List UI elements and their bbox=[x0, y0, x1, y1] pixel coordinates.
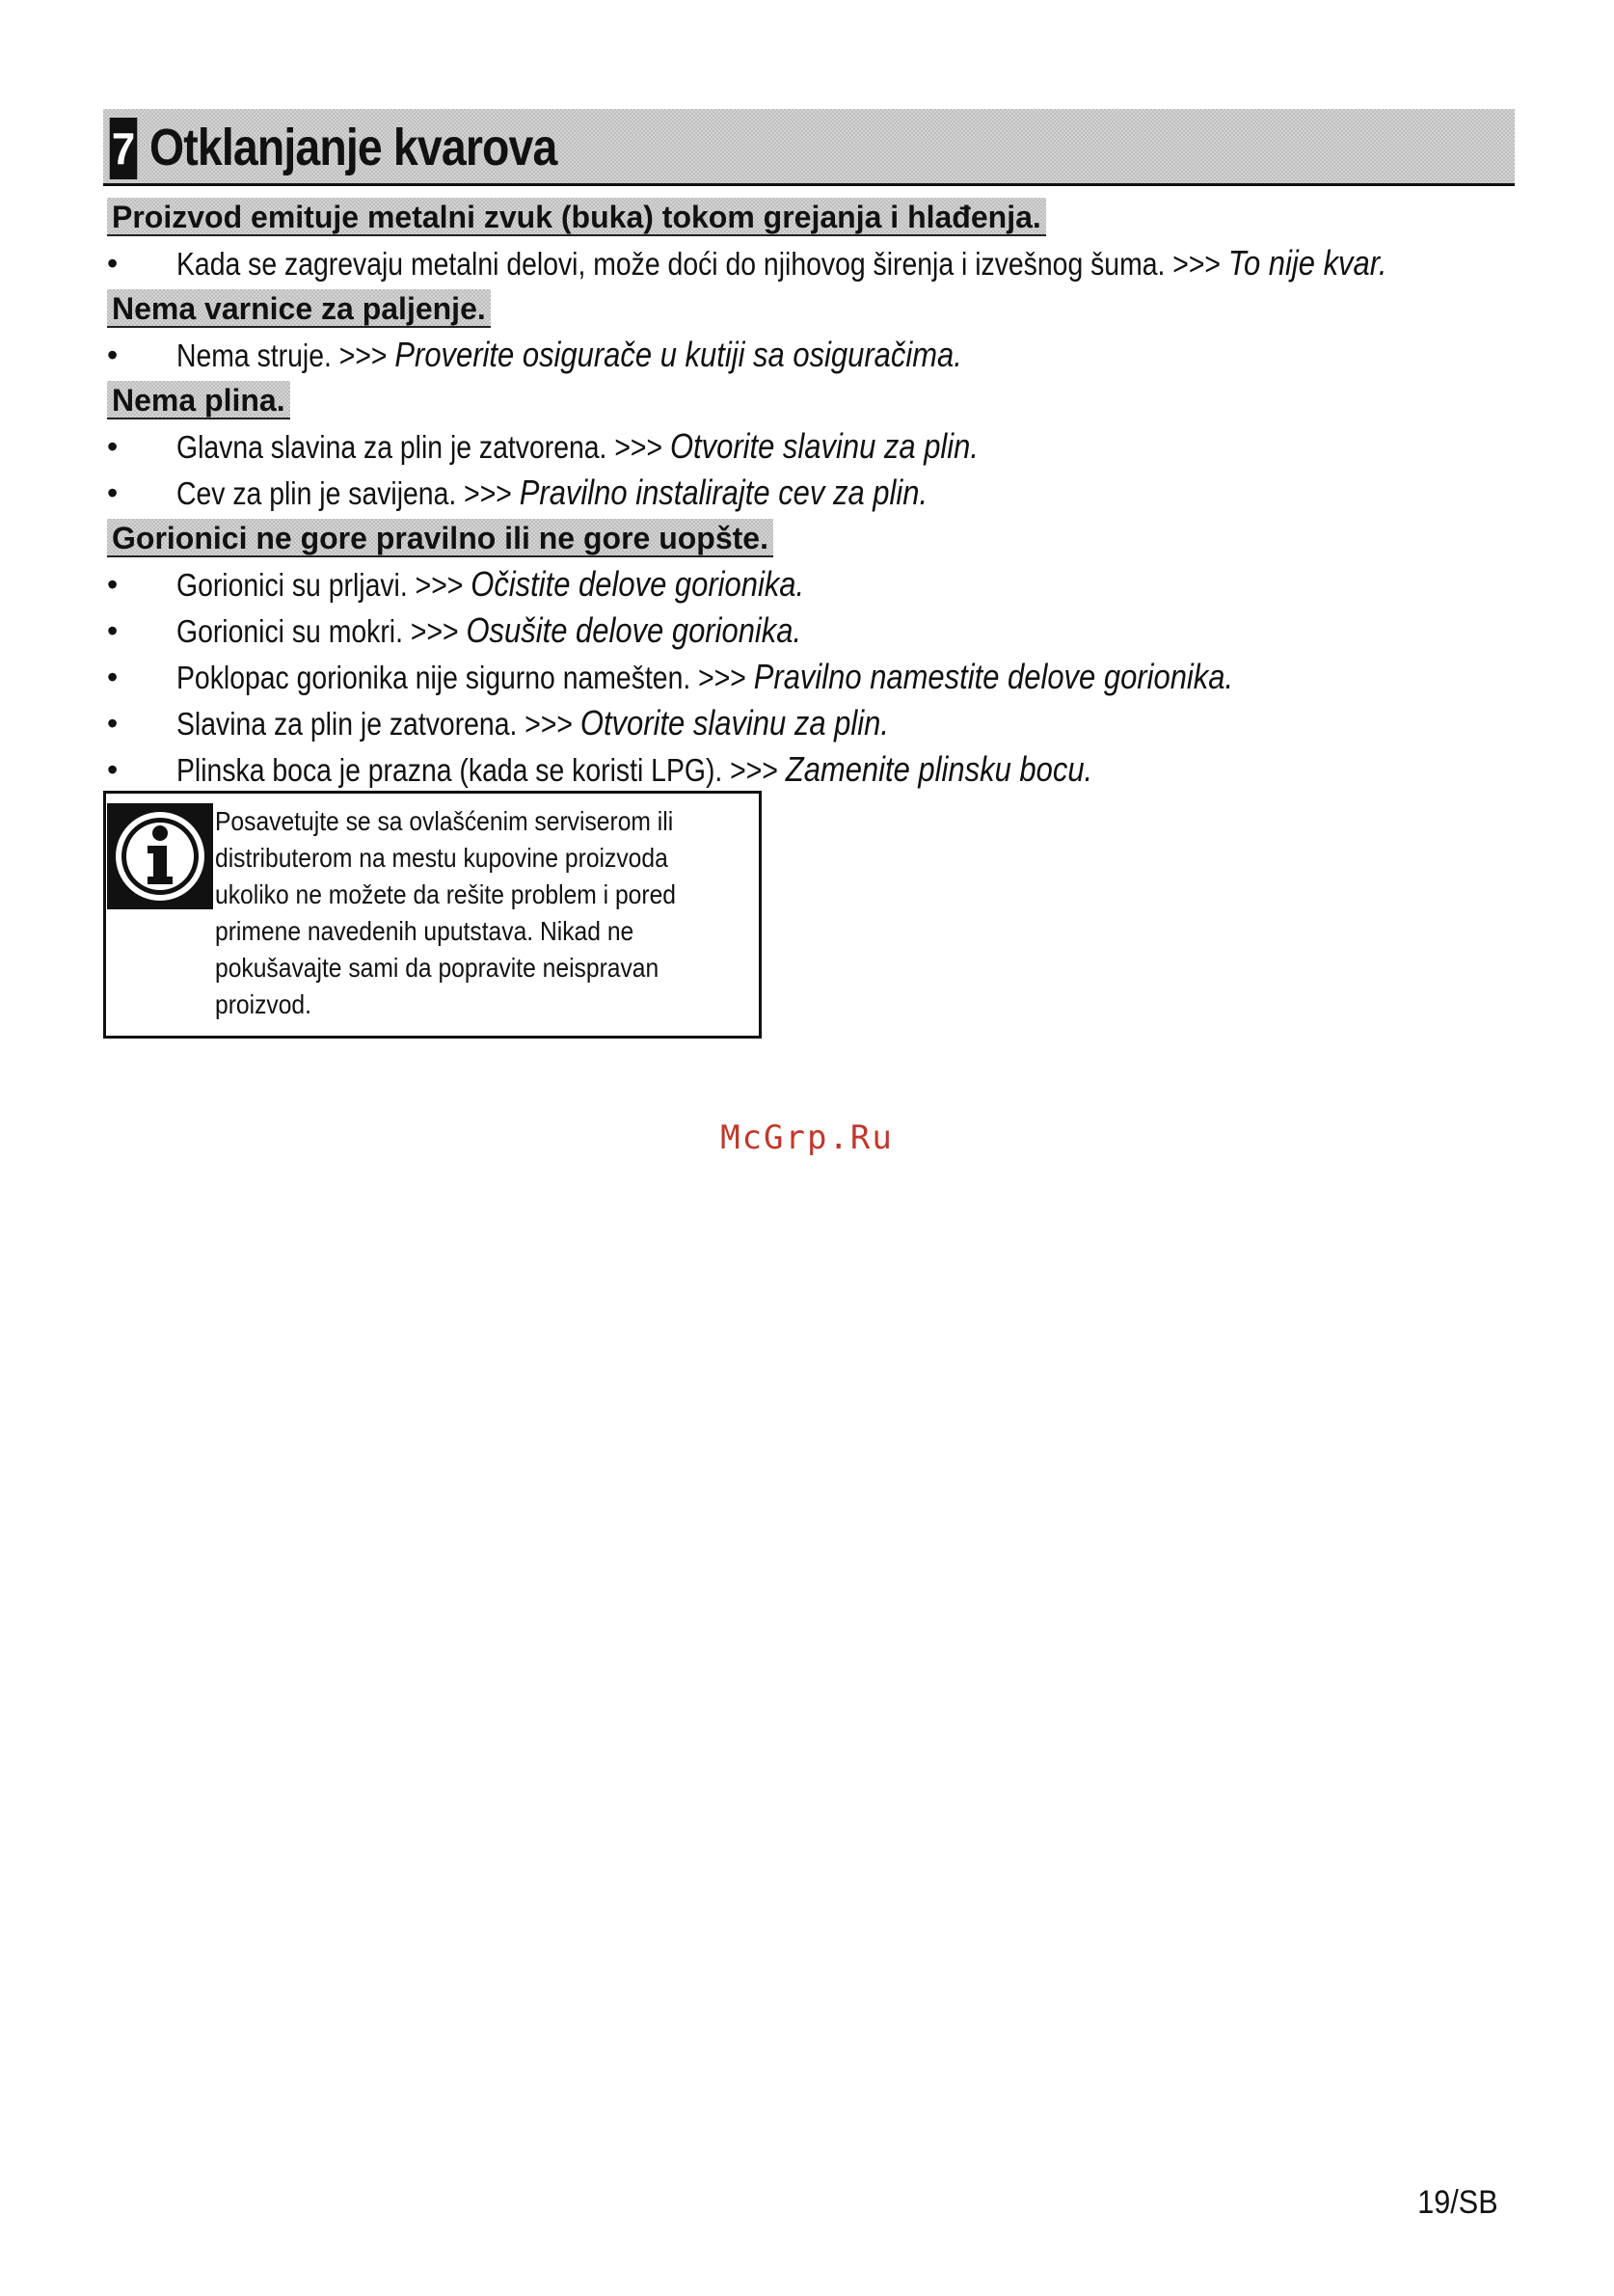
watermark: McGrp.Ru bbox=[720, 1119, 894, 1157]
remedy-text: Otvorite slavinu za plin. bbox=[669, 426, 980, 466]
bullet: • bbox=[107, 660, 119, 694]
cause-text: Nema struje. >>> bbox=[176, 338, 388, 373]
section-heading-burners: Gorionici ne gore pravilno ili ne gore uopšte. bbox=[107, 519, 773, 557]
cause-text: Glavna slavina za plin je zatvorena. >>> bbox=[176, 429, 663, 465]
remedy-text: Pravilno namestite delove gorionika. bbox=[753, 657, 1234, 696]
cause-text: Plinska boca je prazna (kada se koristi LPG). >>> bbox=[176, 752, 778, 788]
remedy-text: Proverite osigurače u kutiji sa osiguračima. bbox=[394, 335, 962, 374]
section-heading-noise: Proizvod emituje metalni zvuk (buka) tokom grejanja i hlađenja. bbox=[107, 198, 1046, 236]
cause-text: Poklopac gorionika nije sigurno namešten. >>> bbox=[176, 660, 746, 695]
info-line: Posavetujte se sa ovlašćenim serviserom ili bbox=[215, 806, 674, 836]
bullet: • bbox=[107, 475, 119, 510]
chapter-number: 7 bbox=[110, 118, 138, 179]
info-note-text bbox=[215, 803, 690, 1023]
bullet: • bbox=[107, 429, 119, 464]
chapter-title: Otklanjanje kvarova bbox=[149, 119, 557, 176]
bullet: • bbox=[107, 752, 119, 787]
bullet: • bbox=[107, 338, 119, 372]
info-line: proizvod. bbox=[215, 989, 311, 1019]
info-line: distributerom na mestu kupovine proizvoda bbox=[215, 843, 668, 873]
info-line: pokušavajte sami da popravite neispravan bbox=[215, 953, 659, 983]
remedy-text: Osušite delove gorionika. bbox=[466, 610, 802, 650]
info-line: primene navedenih uputstava. Nikad ne bbox=[215, 916, 634, 946]
remedy-text: Pravilno instalirajte cev za plin. bbox=[519, 473, 928, 512]
bullet: • bbox=[107, 567, 119, 602]
cause-text: Kada se zagrevaju metalni delovi, može doći do njihovog širenja i izvešnog šuma. >>> bbox=[176, 246, 1222, 282]
remedy-text: Otvorite slavinu za plin. bbox=[579, 703, 889, 743]
cause-text: Cev za plin je savijena. >>> bbox=[176, 475, 512, 511]
info-icon bbox=[107, 803, 213, 909]
cause-text: Gorionici su prljavi. >>> bbox=[176, 567, 464, 603]
bullet: • bbox=[107, 613, 119, 648]
remedy-text: To nije kvar. bbox=[1227, 243, 1387, 283]
bullet: • bbox=[107, 706, 119, 741]
remedy-text: Očistite delove gorionika. bbox=[471, 564, 805, 604]
section-heading-no-gas: Nema plina. bbox=[107, 381, 290, 419]
cause-text: Slavina za plin je zatvorena. >>> bbox=[176, 706, 573, 742]
remedy-text: Zamenite plinsku bocu. bbox=[785, 749, 1093, 789]
section-heading-no-spark: Nema varnice za paljenje. bbox=[107, 289, 491, 328]
bullet: • bbox=[107, 246, 119, 281]
info-line: ukoliko ne možete da rešite problem i pored bbox=[215, 879, 677, 909]
cause-text: Gorionici su mokri. >>> bbox=[176, 613, 459, 649]
page-number: 19/SB bbox=[1417, 2184, 1498, 2221]
